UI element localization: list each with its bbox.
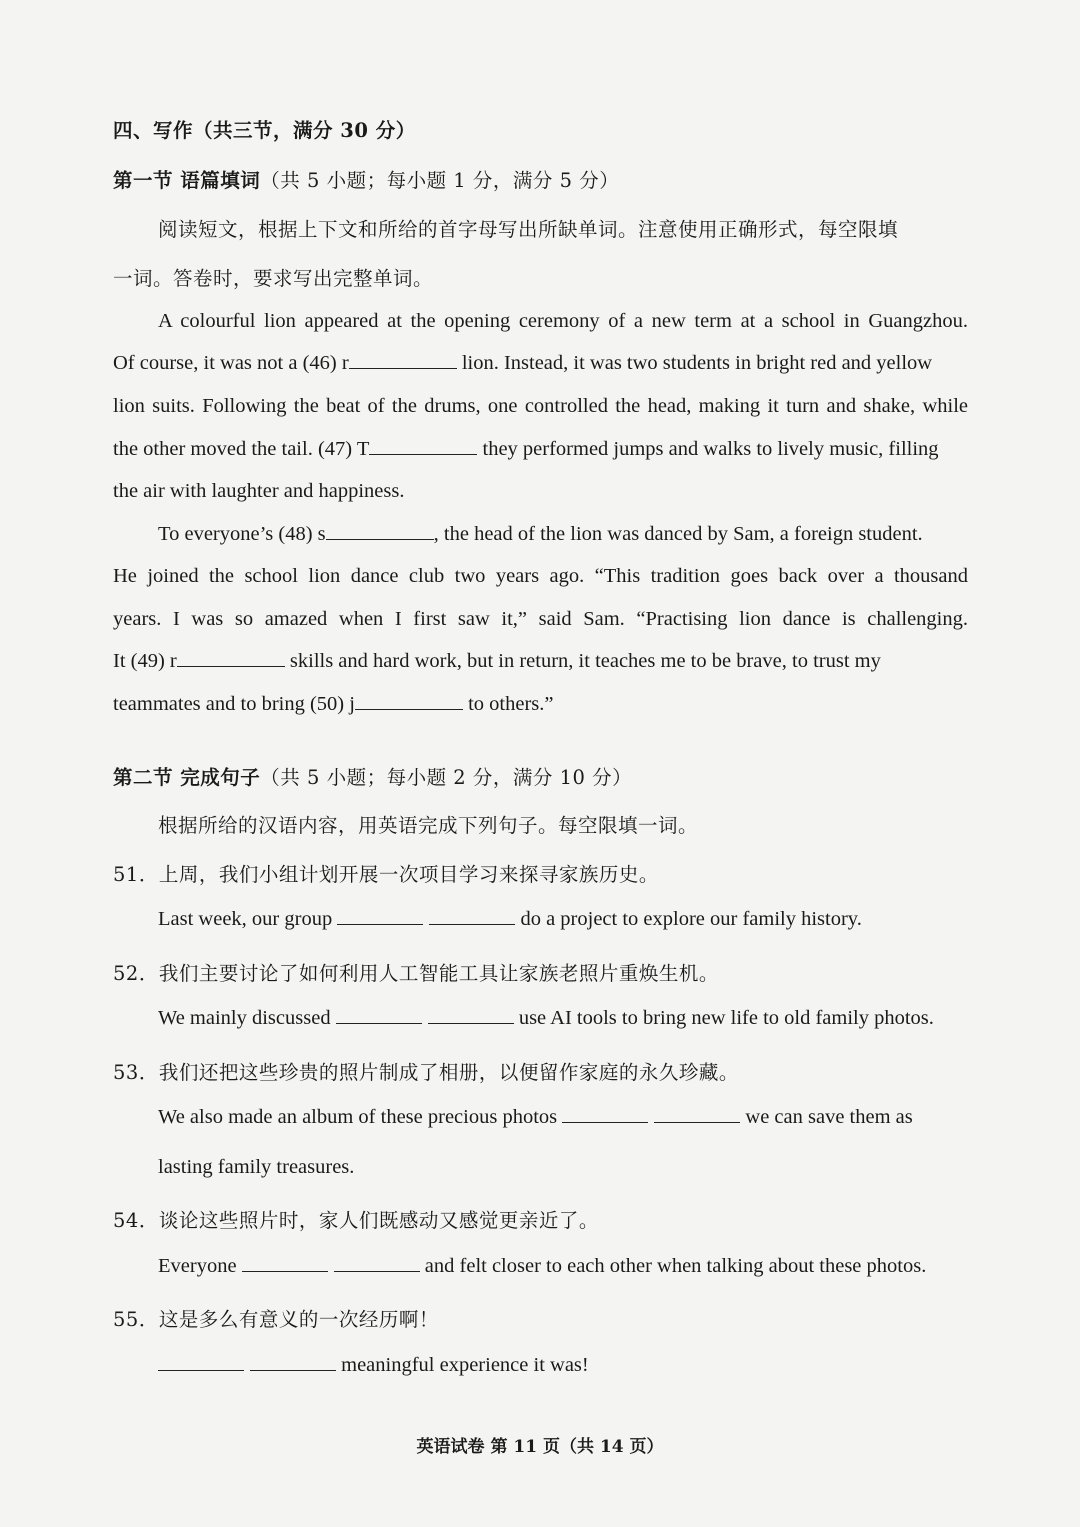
question-52-prompt: 52．我们主要讨论了如何利用人工智能工具让家族老照片重焕生机。 bbox=[113, 962, 719, 985]
text-segment: do a project to explore our family history. bbox=[515, 908, 862, 930]
text-segment: and felt closer to each other when talking about these photos. bbox=[419, 1255, 927, 1277]
blank-52b[interactable] bbox=[428, 1007, 514, 1024]
text-segment: It (49) r bbox=[113, 650, 177, 672]
part2-instruction: 根据所给的汉语内容，用英语完成下列句子。每空限填一词。 bbox=[158, 814, 699, 837]
blank-47[interactable] bbox=[369, 438, 477, 455]
question-53-answer-line bbox=[158, 1106, 968, 1129]
passage-p1-line3: lion suits. Following the beat of the drums, one controlled the head, making it turn and shake, while bbox=[113, 395, 968, 417]
question-55-answer-line bbox=[158, 1354, 589, 1377]
blank-50[interactable] bbox=[355, 693, 463, 710]
part2-score-note: （共 5 小题；每小题 2 分，满分 10 分） bbox=[260, 766, 633, 789]
blank-53b[interactable] bbox=[654, 1106, 740, 1123]
text-segment: they performed jumps and walks to lively music, filling bbox=[477, 438, 939, 460]
text-segment: Last week, our group bbox=[158, 908, 338, 930]
passage-p1-line5: the air with laughter and happiness. bbox=[113, 480, 405, 502]
part1-title: 第一节 语篇填词 bbox=[113, 169, 261, 192]
text-segment: We also made an album of these precious photos bbox=[158, 1106, 563, 1128]
passage-p2-line4 bbox=[113, 650, 881, 673]
text-segment: , the head of the lion was danced by Sam, a foreign student. bbox=[433, 523, 923, 545]
blank-54a[interactable] bbox=[242, 1255, 328, 1272]
question-52-answer-line bbox=[158, 1007, 934, 1030]
question-53-prompt: 53．我们还把这些珍贵的照片制成了相册，以便留作家庭的永久珍藏。 bbox=[113, 1061, 739, 1084]
text-segment: To everyone’s (48) s bbox=[158, 523, 326, 545]
text-segment: lion. Instead, it was two students in bright red and yellow bbox=[456, 352, 933, 374]
text-segment: the other moved the tail. (47) T bbox=[113, 438, 370, 460]
page-footer: 英语试卷 第 11 页（共 14 页） bbox=[416, 1437, 664, 1457]
blank-49[interactable] bbox=[177, 650, 285, 667]
passage-p2-line5 bbox=[113, 693, 553, 716]
question-55-prompt: 55．这是多么有意义的一次经历啊！ bbox=[113, 1308, 439, 1331]
blank-54b[interactable] bbox=[334, 1255, 420, 1272]
text-segment: Everyone bbox=[158, 1255, 242, 1277]
question-53-answer-line2: lasting family treasures. bbox=[158, 1156, 355, 1178]
text-segment: teammates and to bring (50) j bbox=[113, 693, 355, 715]
question-54-prompt: 54．谈论这些照片时，家人们既感动又感觉更亲近了。 bbox=[113, 1209, 599, 1232]
text-segment: We mainly discussed bbox=[158, 1007, 336, 1029]
question-51-prompt: 51．上周，我们小组计划开展一次项目学习来探寻家族历史。 bbox=[113, 863, 659, 886]
text-segment: use AI tools to bring new life to old family photos. bbox=[513, 1007, 934, 1029]
part2-heading bbox=[113, 762, 632, 790]
blank-52a[interactable] bbox=[336, 1007, 422, 1024]
part1-score-note: （共 5 小题；每小题 1 分，满分 5 分） bbox=[260, 169, 620, 192]
blank-55a[interactable] bbox=[158, 1354, 244, 1371]
passage-p2-line3: years. I was so amazed when I first saw it,” said Sam. “Practising lion dance is challenging. bbox=[113, 608, 968, 630]
blank-46[interactable] bbox=[349, 352, 457, 369]
text-segment: we can save them as bbox=[740, 1106, 913, 1128]
blank-53a[interactable] bbox=[562, 1106, 648, 1123]
passage-p1-line1: A colourful lion appeared at the opening ceremony of a new term at a school in Guangzhou. bbox=[158, 310, 968, 332]
question-54-answer-line bbox=[158, 1255, 926, 1278]
text-segment: meaningful experience it was! bbox=[336, 1354, 589, 1376]
part1-instruction-line2: 一词。答卷时，要求写出完整单词。 bbox=[113, 267, 434, 290]
blank-48[interactable] bbox=[326, 523, 434, 540]
blank-51b[interactable] bbox=[429, 908, 515, 925]
part1-instruction-line1: 阅读短文，根据上下文和所给的首字母写出所缺单词。注意使用正确形式，每空限填 bbox=[158, 218, 899, 241]
blank-51a[interactable] bbox=[337, 908, 423, 925]
question-51-answer-line bbox=[158, 908, 862, 931]
text-segment: skills and hard work, but in return, it teaches me to be brave, to trust my bbox=[284, 650, 881, 672]
part1-heading bbox=[113, 165, 619, 193]
passage-p2-line1 bbox=[158, 523, 923, 546]
passage-p1-line4 bbox=[113, 438, 939, 461]
part2-title: 第二节 完成句子 bbox=[113, 766, 261, 789]
text-segment: to others.” bbox=[462, 693, 554, 715]
passage-p1-line2 bbox=[113, 352, 932, 375]
blank-55b[interactable] bbox=[250, 1354, 336, 1371]
section-title: 四、写作（共三节，满分 30 分） bbox=[113, 119, 416, 142]
text-segment: Of course, it was not a (46) r bbox=[113, 352, 349, 374]
passage-p2-line2: He joined the school lion dance club two years ago. “This tradition goes back over a thousand bbox=[113, 565, 968, 587]
